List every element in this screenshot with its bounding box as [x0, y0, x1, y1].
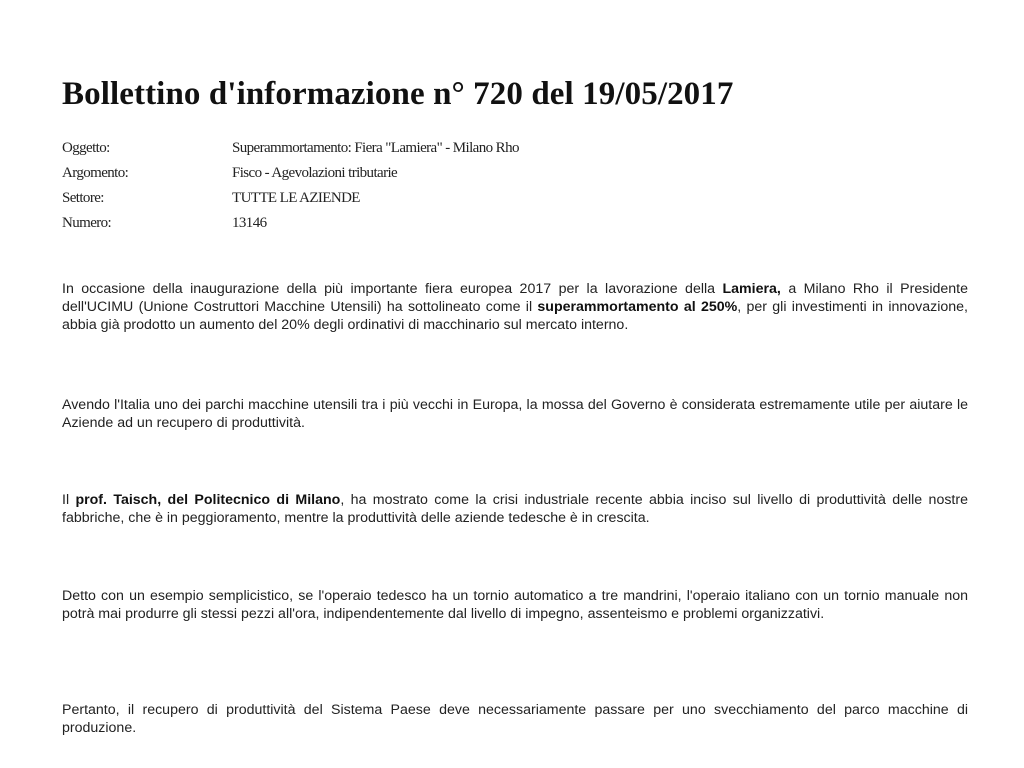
- bold-text-superammortamento: superammortamento al 250%: [537, 299, 738, 315]
- meta-label: Settore:: [62, 190, 104, 206]
- meta-label: Numero:: [62, 215, 112, 231]
- meta-row-settore: [62, 188, 519, 213]
- paragraph-text: Avendo l'Italia uno dei parchi macchine utensili tra i più vecchi in Europa, la mossa del Governo è considerata estremamente utile per aiutare le Aziende ad un recupero di produttività.: [62, 397, 968, 431]
- paragraph-text: , per gli investimenti in innovazione, abbia già prodotto un aumento del 20% degli ordinativi di macchinario sul mercato interno.: [62, 299, 968, 333]
- meta-value-number: 13146: [232, 215, 267, 231]
- meta-value-subject: Superammortamento: Fiera "Lamiera" - Milano Rho: [232, 140, 519, 156]
- paragraph-example: [62, 587, 968, 623]
- paragraph-text: , ha mostrato come la crisi industriale recente abbia inciso sul livello di produttività delle nostre fabbriche, che è in peggioramento, mentre la produttività delle aziende tedesche è in crescita.: [62, 492, 968, 526]
- bold-text-lamiera: Lamiera,: [722, 281, 781, 297]
- meta-value-topic: Fisco - Agevolazioni tributarie: [232, 165, 398, 181]
- bulletin-page: [62, 0, 968, 768]
- meta-value-sector: TUTTE LE AZIENDE: [232, 190, 360, 206]
- meta-row-oggetto: [62, 138, 519, 163]
- paragraph-text: a Milano Rho il Presidente dell'UCIMU (Unione Costruttori Macchine Utensili) ha sottolineato come il: [62, 281, 968, 315]
- paragraph-machine-park: [62, 396, 968, 432]
- paragraph-text: Pertanto, il recupero di produttività del Sistema Paese deve necessariamente passare per uno svecchiamento del parco macchine di produzione.: [62, 702, 968, 736]
- meta-label: Argomento:: [62, 165, 129, 181]
- paragraph-prof-taisch: [62, 491, 968, 527]
- paragraph-text: Detto con un esempio semplicistico, se l'operaio tedesco ha un tornio automatico a tre mandrini, l'operaio italiano con un tornio manuale non potrà mai produrre gli stessi pezzi all'ora, indipendentemente dal livello di impegno, assenteismo e problemi organizzativi.: [62, 588, 968, 622]
- paragraph-text: In occasione della inaugurazione della più importante fiera europea 2017 per la lavorazione della: [62, 281, 723, 297]
- paragraph-conclusion: [62, 701, 968, 737]
- page-title: Bollettino d'informazione n° 720 del 19/05/2017: [62, 76, 734, 112]
- meta-row-argomento: [62, 163, 519, 188]
- meta-row-numero: [62, 213, 519, 238]
- paragraph-lamiera-fair: [62, 280, 968, 334]
- paragraph-text: Il: [62, 492, 76, 508]
- bold-text-prof-taisch: prof. Taisch, del Politecnico di Milano: [75, 492, 341, 508]
- meta-label: Oggetto:: [62, 140, 110, 156]
- metadata-table: [62, 138, 519, 238]
